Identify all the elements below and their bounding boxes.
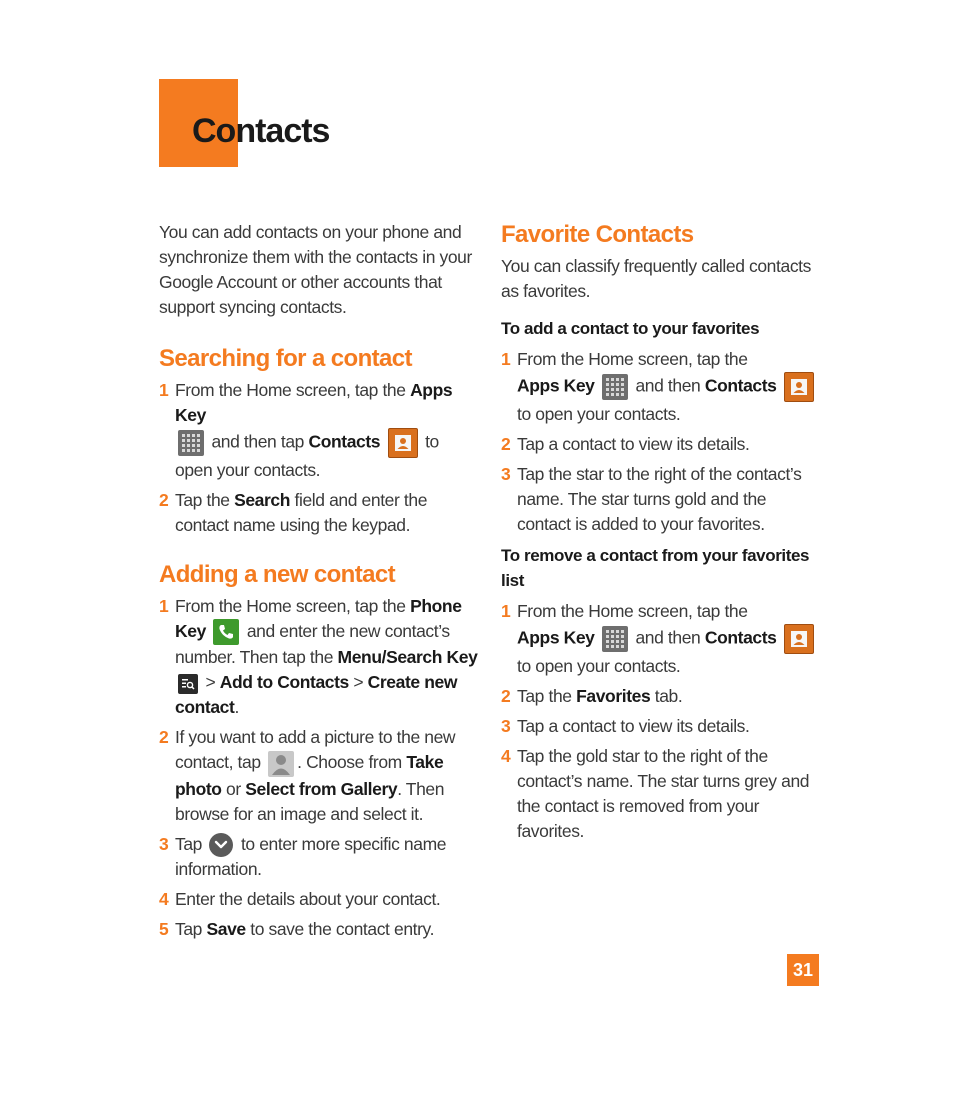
apps-grid-icon [602, 626, 628, 652]
step-number: 1 [501, 601, 511, 621]
list-item: 3 Tap a contact to view its details. [501, 714, 821, 739]
intro-paragraph: You can add contacts on your phone and synchronize them with the contacts in your Google Account or other accounts that support syncing contacts. [159, 222, 472, 317]
step-number: 2 [501, 686, 511, 706]
step-number: 5 [159, 919, 169, 940]
subheading-add-favorite: To add a contact to your favorites [501, 319, 760, 338]
step-number: 3 [501, 716, 511, 736]
chevron-down-circle-icon [209, 833, 233, 857]
adding-steps [159, 594, 479, 942]
list-item: 2 Tap the Search field and enter the contact name using the keypad. [159, 490, 428, 535]
list-item: 1 From the Home screen, tap the Apps Key and then tap Contacts to open your contacts. [159, 380, 453, 480]
section-heading-searching: Searching for a contact [159, 345, 412, 372]
list-item: 1 From the Home screen, tap the Phone Key and enter the new contact’s number. Then tap the Menu/Search Key > Add to Contacts > Create new contact. [159, 596, 478, 718]
step-number: 4 [501, 746, 511, 766]
contacts-person-icon [784, 372, 814, 402]
list-item: 5 Tap Save to save the contact entry. [159, 917, 479, 942]
section-heading-favorites: Favorite Contacts [501, 221, 694, 248]
list-item: 4 Enter the details about your contact. [159, 887, 479, 912]
section-heading-adding: Adding a new contact [159, 561, 396, 588]
list-item: 3 Tap to enter more specific name information. [159, 833, 447, 880]
step-number: 3 [501, 464, 511, 484]
right-column [501, 220, 821, 849]
contacts-person-icon [388, 428, 418, 458]
menu-search-icon [178, 674, 198, 694]
list-item: 2 Tap the Favorites tab. [501, 684, 821, 709]
contact-photo-placeholder-icon [268, 751, 294, 777]
step-number: 1 [501, 349, 511, 369]
list-item: 1 From the Home screen, tap the Apps Key and then Contacts to open your contacts. [501, 599, 821, 679]
step-number: 2 [501, 434, 511, 454]
left-column [159, 220, 479, 947]
step-number: 1 [159, 380, 169, 400]
list-item: 2 If you want to add a picture to the new contact, tap . Choose from Take photo or Select from Gallery. Then browse for an image and select it. [159, 727, 456, 824]
list-item: 3 Tap the star to the right of the contact’s name. The star turns gold and the contact is added to your favorites. [501, 464, 802, 534]
contacts-person-icon [784, 624, 814, 654]
step-number: 4 [159, 889, 169, 910]
add-favorite-steps [501, 347, 821, 537]
page-title: Contacts [192, 112, 330, 150]
favorites-intro: You can classify frequently called contacts as favorites. [501, 256, 811, 301]
step-number: 1 [159, 596, 169, 616]
step-number: 2 [159, 490, 169, 510]
step-number: 3 [159, 833, 169, 854]
phone-handset-icon [213, 619, 239, 645]
list-item: 2 Tap a contact to view its details. [501, 432, 821, 457]
list-item: 4 Tap the gold star to the right of the contact’s name. The star turns grey and the contact is removed from your favorites. [501, 746, 810, 841]
step-number: 2 [159, 727, 169, 748]
page-number-badge: 31 [787, 954, 819, 986]
remove-favorite-steps [501, 599, 821, 844]
apps-grid-icon [178, 430, 204, 456]
apps-grid-icon [602, 374, 628, 400]
searching-steps [159, 378, 479, 538]
subheading-remove-favorite: To remove a contact from your favorites list [501, 546, 810, 590]
list-item: 1 From the Home screen, tap the Apps Key and then Contacts to open your contacts. [501, 347, 821, 427]
